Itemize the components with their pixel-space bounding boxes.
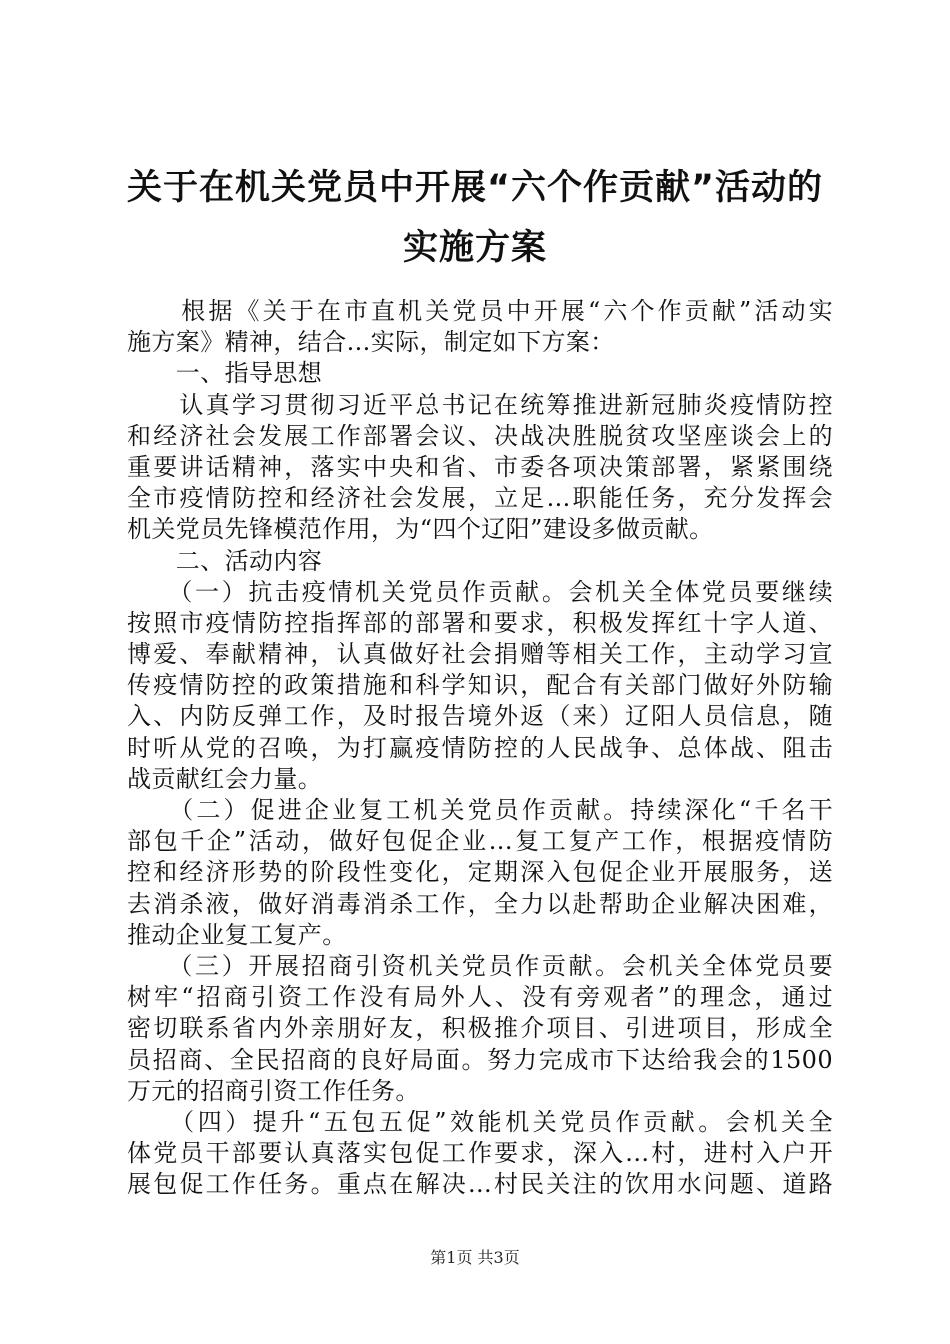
body-text-line: 员招商、全民招商的良好局面。努力完成市下达给我会的1500 [127, 1045, 833, 1074]
body-text-line: 推动企业复工复产。 [127, 920, 347, 949]
body-text-line: 博爱、奉献精神，认真做好社会捐赠等相关工作，主动学习宣 [127, 640, 833, 669]
body-text-line: 战贡献红会力量。 [127, 764, 323, 793]
body-text-line: 按照市疫情防控指挥部的部署和要求，积极发挥红十字人道、 [127, 608, 833, 637]
body-text-line: 和经济社会发展工作部署会议、决战决胜脱贫攻坚座谈会上的 [127, 421, 833, 450]
body-text-line: 展包促工作任务。重点在解决...村民关注的饮用水问题、道路 [127, 1170, 833, 1199]
document-body [127, 296, 833, 1200]
body-text-line: 万元的招商引资工作任务。 [127, 1076, 420, 1105]
body-text-line: （一）抗击疫情机关党员作贡献。会机关全体党员要继续 [127, 577, 833, 606]
document-title-line-2: 实施方案 [402, 228, 547, 268]
body-text-line: （四）提升“五包五促”效能机关党员作贡献。会机关全 [127, 1107, 833, 1136]
body-text-line: 全市疫情防控和经济社会发展，立足...职能任务，充分发挥会 [127, 484, 833, 513]
body-text-line: （三）开展招商引资机关党员作贡献。会机关全体党员要 [127, 951, 833, 980]
body-text-line: 一、指导思想 [127, 359, 323, 388]
document-title-line-1: 关于在机关党员中开展“六个作贡献”活动的 [126, 168, 823, 208]
body-text-line: 机关党员先锋模范作用，为“四个辽阳”建设多做贡献。 [127, 515, 714, 544]
body-text-line: 树牢“招商引资工作没有局外人、没有旁观者”的理念，通过 [127, 983, 833, 1012]
body-text-line: （二）促进企业复工机关党员作贡献。持续深化“千名干 [127, 796, 833, 824]
body-text-line: 密切联系省内外亲朋好友，积极推介项目、引进项目，形成全 [127, 1014, 833, 1043]
body-text-line: 施方案》精神，结合...实际，制定如下方案： [127, 328, 615, 357]
body-text-line: 部包千企”活动，做好包促企业...复工复产工作，根据疫情防 [127, 827, 833, 856]
body-text-line: 重要讲话精神，落实中央和省、市委各项决策部署，紧紧围绕 [127, 452, 833, 481]
body-text-line: 控和经济形势的阶段性变化，定期深入包促企业开展服务，送 [127, 858, 833, 887]
body-text-line: 二、活动内容 [127, 546, 323, 575]
body-text-line: 认真学习贯彻习近平总书记在统筹推进新冠肺炎疫情防控 [127, 390, 833, 419]
page-footer: 第1页 共3页 [430, 1248, 520, 1267]
body-text-line: 传疫情防控的政策措施和科学知识，配合有关部门做好外防输 [127, 671, 833, 700]
body-text-line: 时听从党的召唤，为打赢疫情防控的人民战争、总体战、阻击 [127, 733, 833, 762]
body-text-line: 去消杀液，做好消毒消杀工作，全力以赴帮助企业解决困难， [127, 889, 833, 918]
body-text-line: 入、内防反弹工作，及时报告境外返（来）辽阳人员信息，随 [127, 702, 833, 731]
body-text-line: 体党员干部要认真落实包促工作要求，深入...村，进村入户开 [127, 1139, 833, 1168]
body-text-line: 根据《关于在市直机关党员中开展“六个作贡献”活动实 [127, 297, 833, 325]
